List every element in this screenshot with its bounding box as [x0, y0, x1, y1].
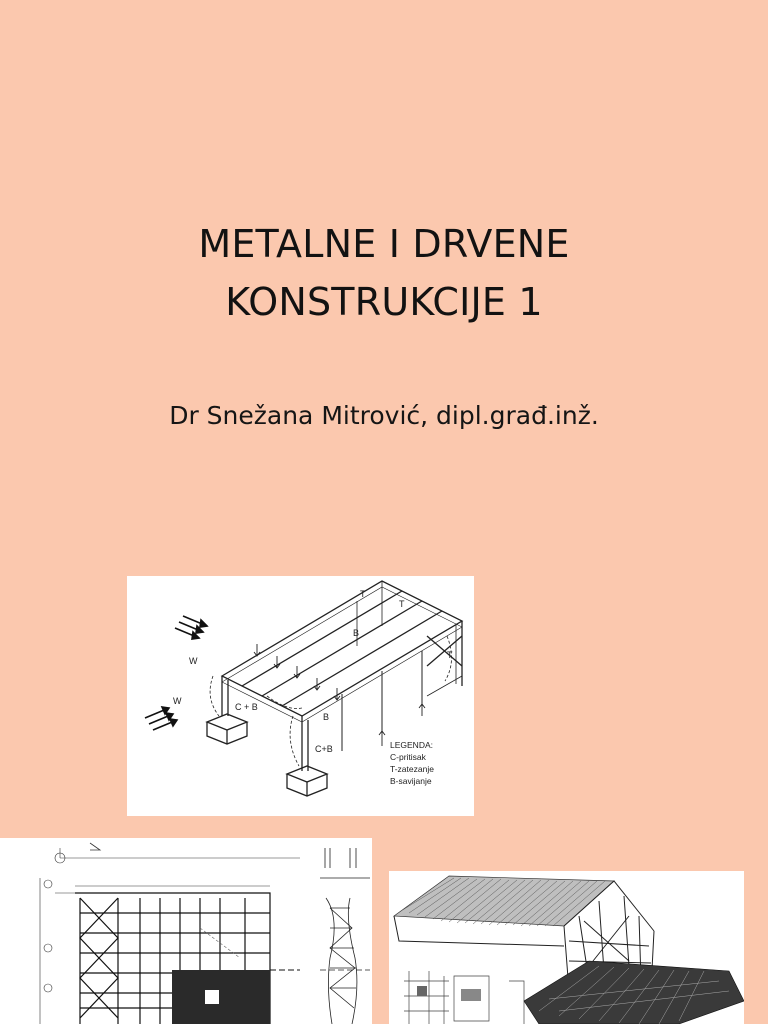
tension-label-1: T	[360, 589, 366, 599]
author-subtitle: Dr Snežana Mitrović, dipl.građ.inž.	[169, 401, 599, 430]
bending-label-right: B	[323, 712, 330, 722]
timber-roof-renderings	[389, 871, 744, 1024]
legend-heading: LEGENDA:	[390, 740, 433, 750]
title-line-1: METALNE I DRVENE	[198, 222, 570, 267]
title-line-2: KONSTRUKCIJE 1	[225, 280, 543, 325]
structural-plan-drawing	[0, 838, 372, 1024]
bending-label-center: B	[353, 628, 360, 638]
tension-label-side: T	[447, 650, 453, 660]
wind-label-bottom: W	[173, 696, 182, 706]
legend-item-compression: C-pritisak	[390, 752, 426, 762]
roof-rendering	[389, 871, 744, 1024]
slide-title	[0, 215, 768, 331]
legend-item-bending: B-savijanje	[390, 776, 432, 786]
compression-bending-label-right: C+B	[315, 744, 333, 754]
legend-item-tension: T-zatezanje	[390, 764, 434, 774]
steel-frame-diagram	[127, 576, 474, 816]
diagram-legend	[390, 739, 434, 787]
wind-label-top: W	[189, 656, 198, 666]
compression-bending-label-left: C + B	[235, 702, 258, 712]
tension-label-2: T	[399, 599, 405, 609]
plan-drawing	[0, 838, 372, 1024]
